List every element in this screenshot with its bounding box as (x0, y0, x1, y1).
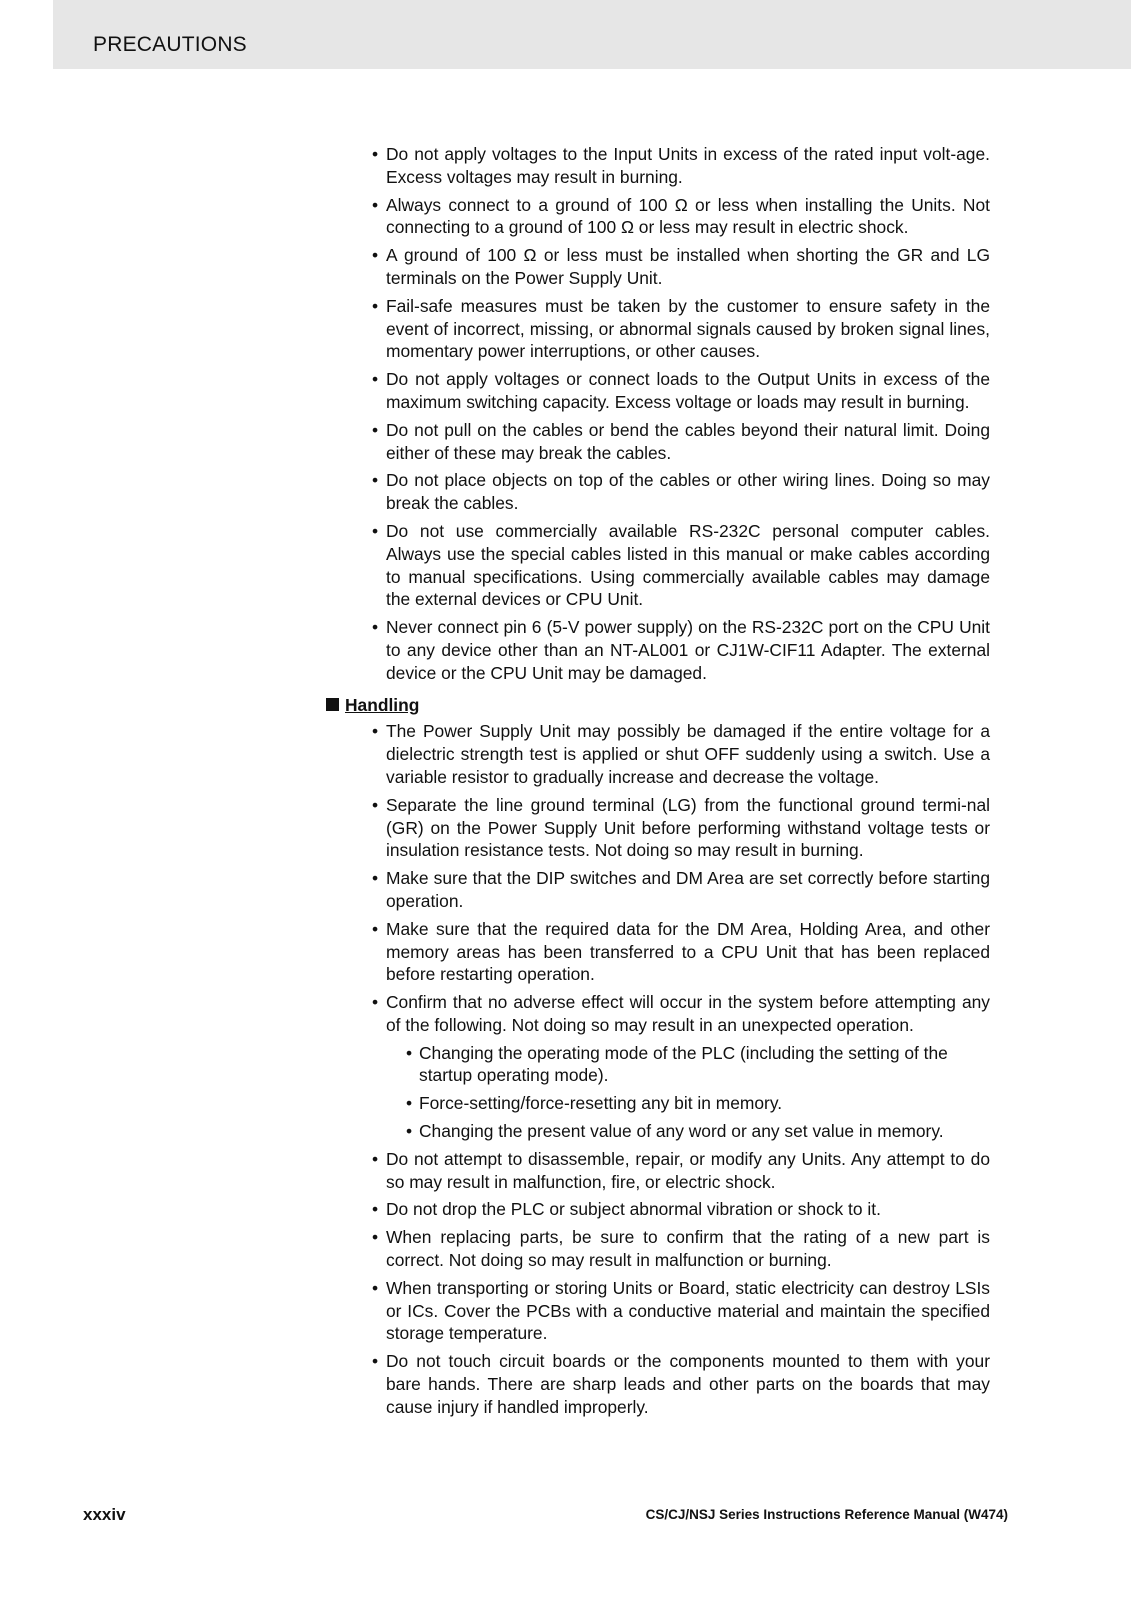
confirm-sub-list (386, 1042, 990, 1143)
sub-list-item: • Changing the operating mode of the PLC (including the setting of the startup operating mode). (404, 1042, 990, 1088)
list-item-confirm (370, 991, 990, 1143)
handling-section-heading (326, 694, 990, 717)
precautions-content (345, 143, 990, 1424)
list-item: • Separate the line ground terminal (LG) from the functional ground termi-nal (GR) on the Power Supply Unit before performing withstand voltage tests or insulation resistance tests. Not doing so may result in burning. (370, 794, 990, 862)
list-item: • The Power Supply Unit may possibly be damaged if the entire voltage for a dielectric strength test is applied or shut OFF suddenly using a switch. Use a variable resistor to gradually increase and decrease the voltage. (370, 720, 990, 788)
list-item: • Do not drop the PLC or subject abnormal vibration or shock to it. (370, 1198, 990, 1221)
list-item: • Do not apply voltages to the Input Units in excess of the rated input volt-age. Excess voltages may result in burning. (370, 143, 990, 189)
list-item: • Always connect to a ground of 100 Ω or less when installing the Units. Not connecting to a ground of 100 Ω or less may result in electric shock. (370, 194, 990, 240)
page-header-title: PRECAUTIONS (93, 33, 247, 56)
precautions-list (370, 143, 990, 685)
header-band (53, 0, 1131, 69)
list-item: • Never connect pin 6 (5-V power supply) on the RS-232C port on the CPU Unit to any device other than an NT-AL001 or CJ1W-CIF11 Adapter. The external device or the CPU Unit may be damaged. (370, 616, 990, 684)
sub-list-item: • Changing the present value of any word or any set value in memory. (404, 1120, 990, 1143)
list-item: • Do not touch circuit boards or the components mounted to them with your bare hands. There are sharp leads and other parts on the boards that may cause injury if handled improperly. (370, 1350, 990, 1418)
list-item: • Do not apply voltages or connect loads to the Output Units in excess of the maximum switching capacity. Excess voltage or loads may result in burning. (370, 368, 990, 414)
list-item: • Make sure that the required data for the DM Area, Holding Area, and other memory areas has been transferred to a CPU Unit that has been replaced before restarting operation. (370, 918, 990, 986)
sub-list-item: • Force-setting/force-resetting any bit in memory. (404, 1092, 990, 1115)
footer-page-number: xxxiv (83, 1505, 126, 1524)
handling-heading-label: Handling (345, 694, 420, 715)
list-item: • Make sure that the DIP switches and DM Area are set correctly before starting operation. (370, 867, 990, 913)
list-item: • Do not place objects on top of the cables or other wiring lines. Doing so may break the cables. (370, 469, 990, 515)
list-item: • Fail-safe measures must be taken by the customer to ensure safety in the event of incorrect, missing, or abnormal signals caused by broken signal lines, momentary power interruptions, or other causes. (370, 295, 990, 363)
list-item: • When transporting or storing Units or Board, static electricity can destroy LSIs or ICs. Cover the PCBs with a conductive material and maintain the specified storage temperature. (370, 1277, 990, 1345)
footer-manual-title: CS/CJ/NSJ Series Instructions Reference Manual (W474) (645, 1507, 1008, 1522)
list-item: • Do not attempt to disassemble, repair, or modify any Units. Any attempt to do so may result in malfunction, fire, or electric shock. (370, 1148, 990, 1194)
handling-list (370, 720, 990, 1418)
list-item: • When replacing parts, be sure to confirm that the rating of a new part is correct. Not doing so may result in malfunction or burning. (370, 1226, 990, 1272)
list-item: • A ground of 100 Ω or less must be installed when shorting the GR and LG terminals on the Power Supply Unit. (370, 244, 990, 290)
list-item: • Do not use commercially available RS-232C personal computer cables. Always use the special cables listed in this manual or make cables according to manual specifications. Using commercially available cables may damage the external devices or CPU Unit. (370, 520, 990, 611)
list-item: • Do not pull on the cables or bend the cables beyond their natural limit. Doing either of these may break the cables. (370, 419, 990, 465)
confirm-item-text: Confirm that no adverse effect will occur in the system before attempting any of the following. Not doing so may result in an unexpected operation. (386, 992, 990, 1035)
black-square-icon (326, 698, 339, 711)
